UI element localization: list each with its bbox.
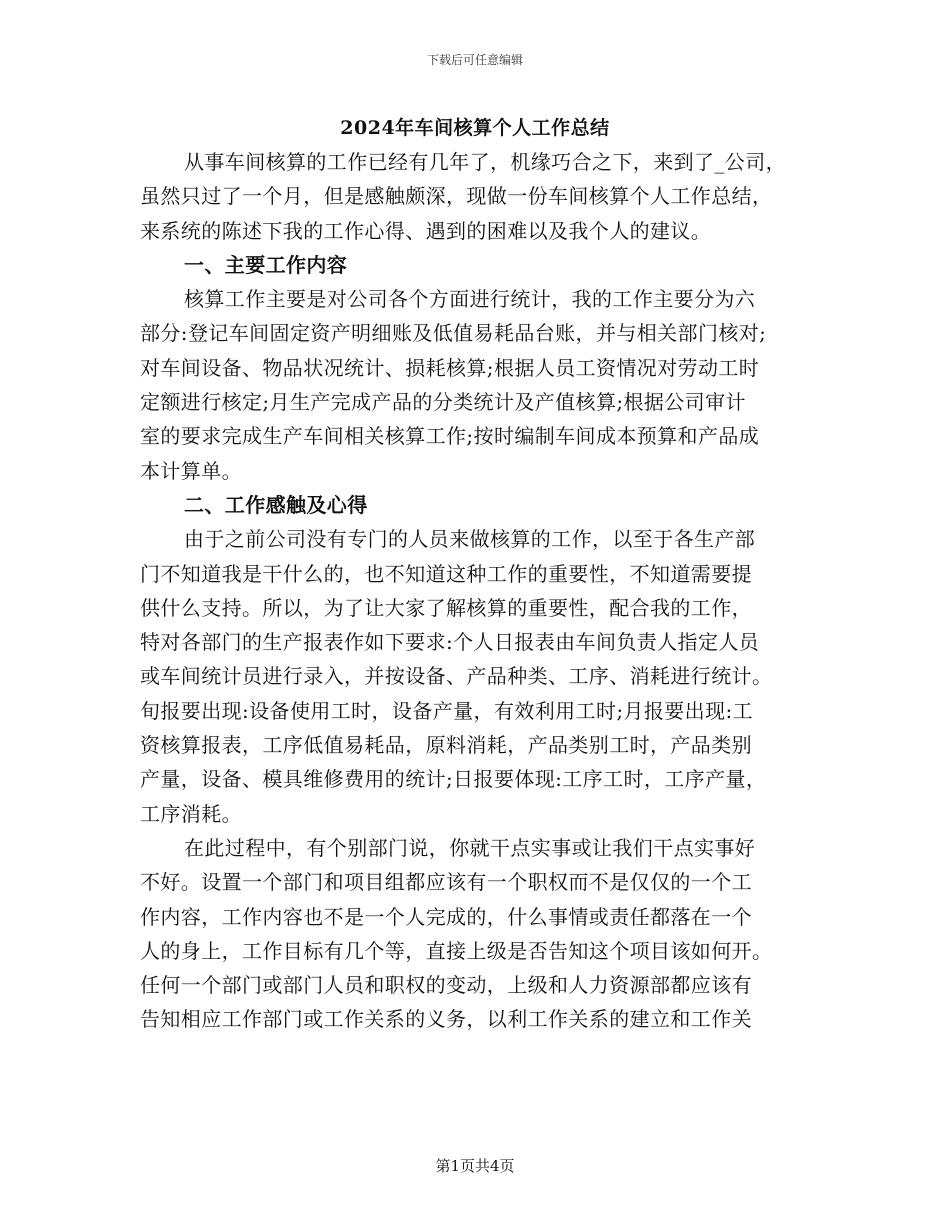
body-text-line: 或车间统计员进行录入，并按设备、产品种类、工序、消耗进行统计。 [140,664,773,689]
body-text-line: 核算工作主要是对公司各个方面进行统计，我的工作主要分为六 [184,287,756,312]
body-text-line: 从事车间核算的工作已经有几年了，机缘巧合之下，来到了_公司， [184,150,786,174]
body-text-line: 虽然只过了一个月，但是感触颇深，现做一份车间核算个人工作总结， [140,184,773,209]
body-text-line: 部分:登记车间固定资产明细账及低值易耗品台账，并与相关部门核对; [140,321,767,346]
page-indicator: 第1页共4页 [435,1157,515,1175]
body-text-line: 供什么支持。所以，为了让大家了解核算的重要性，配合我的工作， [140,595,752,620]
body-text-line: 对车间设备、物品状况统计、损耗核算;根据人员工资情况对劳动工时 [140,355,760,380]
body-text-line: 告知相应工作部门或工作关系的义务，以利工作关系的建立和工作关 [140,1007,752,1032]
body-text-line: 本计算单。 [140,458,242,483]
body-text-line: 由于之前公司没有专门的人员来做核算的工作，以至于各生产部 [184,527,756,552]
body-text-line: 作内容，工作内容也不是一个人完成的，什么事情或责任都落在一个 [140,904,752,929]
document-title: 2024年车间核算个人工作总结 [340,117,610,139]
header-note: 下载后可任意编辑 [426,53,523,67]
body-text-line: 产量，设备、模具维修费用的统计;日报要体现:工序工时，工序产量， [140,767,767,792]
body-text-line: 旬报要出现:设备使用工时，设备产量，有效利用工时;月报要出现:工 [140,698,754,723]
body-text-line: 门不知道我是干什么的，也不知道这种工作的重要性，不知道需要提 [140,561,752,586]
body-text-line: 来系统的陈述下我的工作心得、遇到的困难以及我个人的建议。 [140,218,712,243]
body-text-line: 工序消耗。 [140,801,242,826]
body-text-line: 不好。设置一个部门和项目组都应该有一个职权而不是仅仅的一个工 [140,870,752,895]
body-text-line: 特对各部门的生产报表作如下要求:个人日报表由车间负责人指定人员 [140,630,760,655]
body-text-line: 任何一个部门或部门人员和职权的变动，上级和人力资源部都应该有 [140,973,752,998]
body-text-line: 定额进行核定;月生产完成产品的分类统计及产值核算;根据公司审计 [140,390,746,415]
body-text-line: 资核算报表，工序低值易耗品，原料消耗，产品类别工时，产品类别 [140,733,752,758]
body-text-line: 室的要求完成生产车间相关核算工作;按时编制车间成本预算和产品成 [140,424,760,449]
section-heading: 一、主要工作内容 [184,252,348,277]
body-text-line: 人的身上，工作目标有几个等，直接上级是否告知这个项目该如何开。 [140,938,773,963]
document-body [140,145,820,1037]
body-text-line: 在此过程中，有个别部门说，你就干点实事或让我们干点实事好 [184,835,756,860]
section-heading: 二、工作感触及心得 [184,492,368,517]
